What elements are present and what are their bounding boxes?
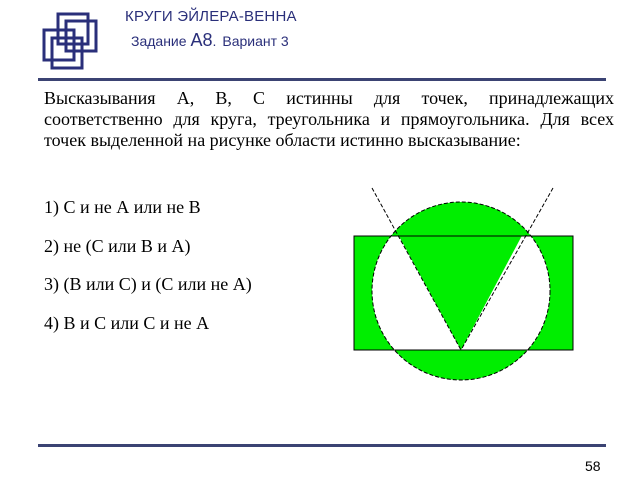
variant-label: Вариант 3	[222, 33, 289, 49]
answer-option-2: 2) не (С или В и А)	[44, 236, 191, 256]
venn-diagram	[340, 180, 580, 390]
header-title: КРУГИ ЭЙЛЕРА-ВЕННА	[125, 8, 297, 25]
task-label: Задание	[131, 33, 191, 49]
top-divider	[38, 78, 606, 81]
answer-option-1: 1) С и не А или не В	[44, 197, 201, 217]
header-subtitle	[131, 30, 289, 51]
question-text: Высказывания А, В, С истинны для точек, принадлежащих соответственно для круга, треугольника и прямоугольника. Для всех точек выделенной на рисунке области истинно высказывание:	[44, 88, 614, 150]
answer-option-3: 3) (В или С) и (С или не А)	[44, 274, 252, 294]
answer-option-4: 4) В и С или С и не А	[44, 313, 210, 333]
task-punct: .	[212, 33, 217, 49]
page-number: 58	[585, 458, 601, 474]
task-number: А8	[190, 30, 213, 50]
logo-icon	[38, 12, 112, 74]
bottom-divider	[38, 444, 606, 447]
